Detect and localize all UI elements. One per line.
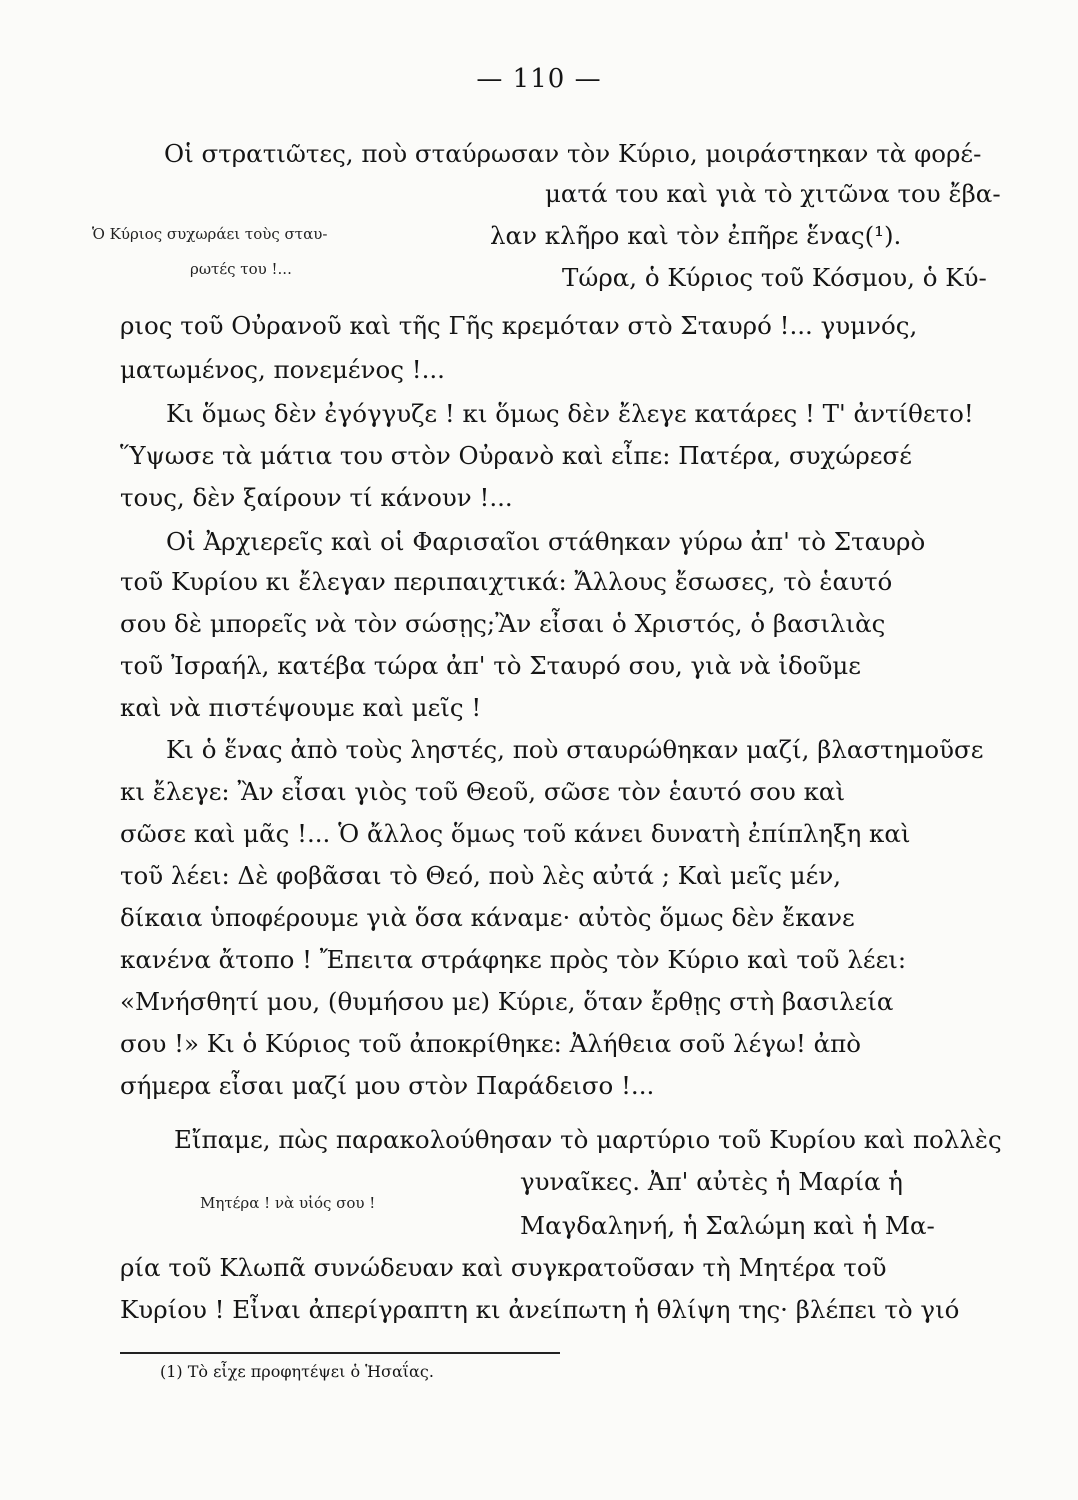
text-line-8: Ὕψωσε τὰ μάτια του στὸν Οὐρανὸ καὶ εἶπε: Πατέρα, συχώρεσέ	[120, 441, 912, 470]
text-line-14: καὶ νὰ πιστέψουμε καὶ μεῖς !	[120, 693, 482, 722]
text-line-26: Μαγδαληνή, ἡ Σαλώμη καὶ ἡ Μα-	[520, 1211, 935, 1240]
text-line-20: κανένα ἄτοπο ! Ἔπειτα στράφηκε πρὸς τὸν Κύριο καὶ τοῦ λέει:	[120, 945, 907, 974]
margin-note-forgives-line-1: Ὁ Κύριος συχωράει τοὺς σταυ-	[92, 225, 328, 243]
text-line-15: Κι ὁ ἕνας ἀπὸ τοὺς ληστές, ποὺ σταυρώθηκαν μαζί, βλαστημοῦσε	[166, 735, 984, 764]
text-line-27: ρία τοῦ Κλωπᾶ συνώδευαν καὶ συγκρατοῦσαν τὴ Μητέρα τοῦ	[120, 1253, 887, 1282]
footnote-rule	[120, 1352, 560, 1354]
text-line-9: τους, δὲν ξαίρουν τί κάνουν !...	[120, 483, 513, 512]
page-number: — 110 —	[476, 64, 602, 94]
text-line-24: Εἴπαμε, πὼς παρακολούθησαν τὸ μαρτύριο τοῦ Κυρίου καὶ πολλὲς	[174, 1125, 1002, 1154]
text-line-18: τοῦ λέει: Δὲ φοβᾶσαι τὸ Θεό, ποὺ λὲς αὐτά ; Καὶ μεῖς μέν,	[120, 861, 842, 890]
text-line-6: ματωμένος, πονεμένος !...	[120, 355, 445, 384]
margin-note-mother: Μητέρα ! νὰ υἱός σου !	[200, 1194, 376, 1212]
text-line-10: Οἱ Ἀρχιερεῖς καὶ οἱ Φαρισαῖοι στάθηκαν γύρω ἀπ' τὸ Σταυρὸ	[166, 527, 926, 556]
text-line-13: τοῦ Ἰσραήλ, κατέβα τώρα ἀπ' τὸ Σταυρό σου, γιὰ νὰ ἰδοῦμε	[120, 651, 861, 680]
text-line-7: Κι ὅμως δὲν ἐγόγγυζε ! κι ὅμως δὲν ἔλεγε κατάρες ! Τ' ἀντίθετο!	[166, 399, 974, 428]
margin-note-forgives-line-2: ρωτές του !...	[190, 260, 292, 278]
text-line-19: δίκαια ὑποφέρουμε γιὰ ὅσα κάναμε· αὐτὸς ὅμως δὲν ἔκανε	[120, 903, 855, 932]
footnote: (1) Τὸ εἶχε προφητέψει ὁ Ἡσαΐας.	[160, 1362, 434, 1381]
text-line-4: Τώρα, ὁ Κύριος τοῦ Κόσμου, ὁ Κύ-	[562, 263, 987, 292]
text-line-1: Οἱ στρατιῶτες, ποὺ σταύρωσαν τὸν Κύριο, μοιράστηκαν τὰ φορέ-	[164, 139, 982, 168]
text-line-22: σου !» Κι ὁ Κύριος τοῦ ἀποκρίθηκε: Ἀλήθεια σοῦ λέγω! ἀπὸ	[120, 1029, 861, 1058]
text-line-23: σήμερα εἶσαι μαζί μου στὸν Παράδεισο !...	[120, 1071, 655, 1100]
text-line-5: ριος τοῦ Οὐρανοῦ καὶ τῆς Γῆς κρεμόταν στὸ Σταυρό !... γυμνός,	[120, 311, 918, 340]
text-line-28: Κυρίου ! Εἶναι ἀπερίγραπτη κι ἀνείπωτη ἡ θλίψη της· βλέπει τὸ γιό	[120, 1295, 960, 1324]
text-line-25: γυναῖκες. Ἀπ' αὐτὲς ἡ Μαρία ἡ	[520, 1167, 903, 1196]
text-line-21: «Μνήσθητί μου, (θυμήσου με) Κύριε, ὅταν ἔρθῃς στὴ βασιλεία	[120, 987, 894, 1016]
text-line-3: λαν κλῆρο καὶ τὸν ἐπῆρε ἕνας(¹).	[490, 221, 902, 250]
text-line-11: τοῦ Κυρίου κι ἔλεγαν περιπαιχτικά: Ἄλλους ἔσωσες, τὸ ἑαυτό	[120, 567, 893, 596]
text-line-12: σου δὲ μπορεῖς νὰ τὸν σώσῃς;Ἂν εἶσαι ὁ Χριστός, ὁ βασιλιὰς	[120, 609, 886, 638]
text-line-16: κι ἔλεγε: Ἂν εἶσαι γιὸς τοῦ Θεοῦ, σῶσε τὸν ἑαυτό σου καὶ	[120, 777, 846, 806]
text-line-2: ματά του καὶ γιὰ τὸ χιτῶνα του ἔβα-	[545, 179, 1001, 208]
text-line-17: σῶσε καὶ μᾶς !... Ὁ ἄλλος ὅμως τοῦ κάνει δυνατὴ ἐπίπληξη καὶ	[120, 819, 911, 848]
